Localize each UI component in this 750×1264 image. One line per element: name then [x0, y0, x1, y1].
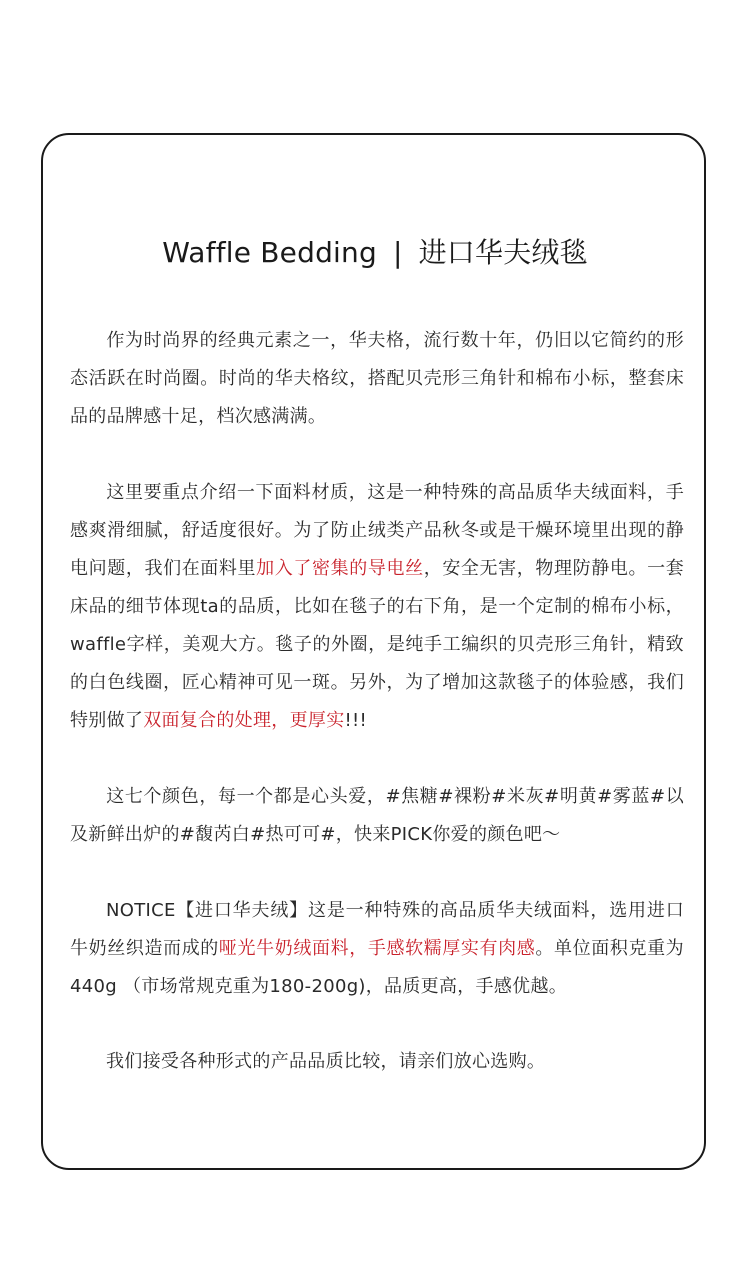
highlight-milk-velvet: 哑光牛奶绒面料，手感软糯厚实有肉感 [218, 938, 536, 959]
page-title [0, 233, 750, 273]
paragraph-notice-text-a: NOTICE【进口华夫绒】这是一种特殊的高品质华夫绒面料，选用进口牛奶丝织造而成的 [70, 900, 684, 959]
title-english: Waffle Bedding [162, 236, 377, 269]
title-separator: | [392, 236, 403, 269]
title-chinese: 进口华夫绒毯 [418, 236, 588, 269]
paragraph-notice-text-b: 。单位面积克重为440g （市场常规克重为180-200g)，品质更高，手感优越。 [70, 938, 684, 997]
paragraph-colors [70, 778, 684, 854]
paragraph-colors-text: 这七个颜色，每一个都是心头爱，#焦糖#裸粉#米灰#明黄#雾蓝#以及新鲜出炉的#馥芮白#热可可#，快来PICK你爱的颜色吧～ [70, 786, 684, 845]
paragraph-material [70, 474, 684, 740]
highlight-conductive-thread: 加入了密集的导电丝 [256, 558, 424, 579]
paragraph-closing [70, 1043, 684, 1081]
paragraph-material-text-c: !!! [344, 710, 368, 731]
highlight-double-sided: 双面复合的处理，更厚实 [143, 710, 345, 731]
paragraph-intro [70, 322, 684, 436]
paragraph-material-text-b: ，安全无害，物理防静电。一套床品的细节体现ta的品质，比如在毯子的右下角，是一个定制的棉布小标，waffle字样，美观大方。毯子的外圈，是纯手工编织的贝壳形三角针，精致的白色线圈，匠心精神可见一斑。另外，为了增加这款毯子的体验感，我们特别做了 [70, 558, 685, 731]
paragraph-notice [70, 892, 684, 1006]
paragraph-closing-text: 我们接受各种形式的产品品质比较，请亲们放心选购。 [106, 1051, 546, 1072]
paragraph-intro-text: 作为时尚界的经典元素之一，华夫格，流行数十年，仍旧以它简约的形态活跃在时尚圈。时尚的华夫格纹，搭配贝壳形三角针和棉布小标，整套床品的品牌感十足，档次感满满。 [70, 330, 684, 427]
paragraph-material-text-a: 这里要重点介绍一下面料材质，这是一种特殊的高品质华夫绒面料，手感爽滑细腻，舒适度很好。为了防止绒类产品秋冬或是干燥环境里出现的静电问题，我们在面料里 [70, 482, 684, 579]
